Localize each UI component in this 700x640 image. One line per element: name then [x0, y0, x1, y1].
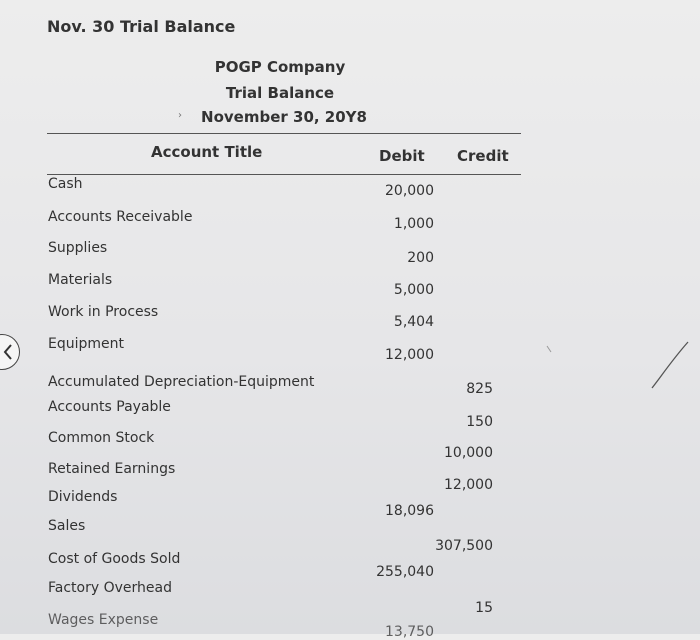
- table-row-credit: 307,500: [435, 538, 493, 554]
- table-row-debit: 255,040: [376, 564, 434, 580]
- table-row-account: Dividends: [48, 489, 118, 505]
- table-row-credit: 15: [475, 600, 493, 616]
- table-row-account: Wages Expense: [48, 612, 159, 628]
- report-name: Trial Balance: [225, 84, 335, 102]
- table-row-debit: 13,750: [385, 624, 434, 640]
- table-row-debit: 5,000: [393, 282, 434, 298]
- company-name: POGP Company: [214, 58, 346, 76]
- section-title: Nov. 30 Trial Balance: [47, 17, 236, 36]
- table-row-debit: 1,000: [393, 216, 434, 232]
- table-row-account: Work in Process: [48, 304, 159, 320]
- table-row-account: Sales: [48, 518, 86, 534]
- cursor-mark-icon: ›: [178, 110, 182, 121]
- table-row-credit: 150: [466, 414, 493, 430]
- table-row-account: Common Stock: [48, 430, 155, 446]
- table-row-account: Retained Earnings: [48, 461, 176, 477]
- table-row-account: Accumulated Depreciation-Equipment: [48, 374, 315, 390]
- column-header-debit: Debit: [379, 147, 425, 165]
- table-row-account: Materials: [48, 272, 113, 288]
- header-rule-bottom: [47, 174, 521, 175]
- report-date: November 30, 20Y8: [201, 108, 367, 126]
- table-row-account: Cash: [48, 176, 83, 192]
- table-row-debit: 20,000: [385, 183, 434, 199]
- table-row-account: Accounts Receivable: [48, 209, 193, 225]
- table-row-account: Supplies: [48, 240, 108, 256]
- column-header-account: Account Title: [151, 143, 263, 161]
- table-row-account: Accounts Payable: [48, 399, 171, 415]
- table-row-credit: 12,000: [444, 477, 493, 493]
- table-row-credit: 10,000: [444, 445, 493, 461]
- table-row-account: Factory Overhead: [48, 580, 172, 596]
- header-rule-top: [47, 133, 521, 134]
- table-row-account: Cost of Goods Sold: [48, 551, 181, 567]
- table-row-account: Equipment: [48, 336, 124, 352]
- table-row-debit: 18,096: [385, 503, 434, 519]
- table-row-debit: 12,000: [385, 347, 434, 363]
- table-row-debit: 200: [407, 250, 434, 266]
- table-row-credit: 825: [466, 381, 493, 397]
- mark-icon: [546, 345, 552, 353]
- chevron-left-icon: [3, 344, 13, 360]
- pen-stroke-icon: [650, 340, 690, 390]
- table-row-debit: 5,404: [393, 314, 434, 330]
- back-button[interactable]: [0, 334, 20, 370]
- column-header-credit: Credit: [457, 147, 509, 165]
